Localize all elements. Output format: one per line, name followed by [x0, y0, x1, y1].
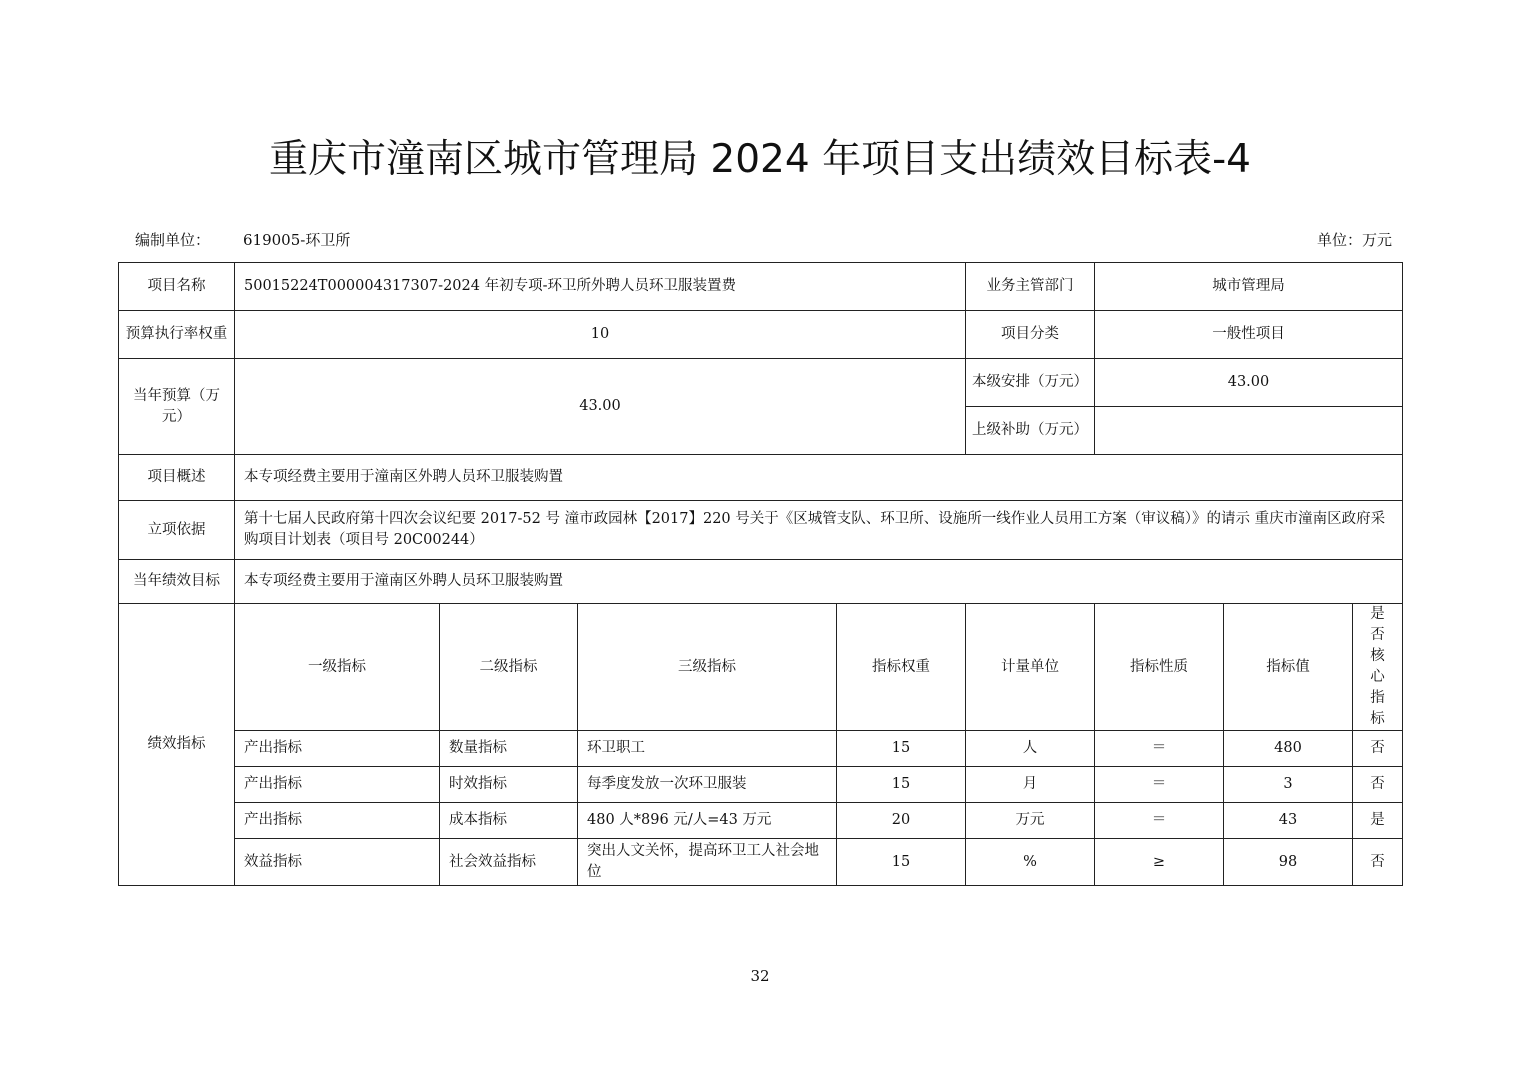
row-nature: ＝: [1095, 731, 1224, 767]
upper-subsidy-label: 上级补助（万元）: [966, 407, 1095, 455]
exec-rate-label: 预算执行率权重: [119, 311, 235, 359]
row-unit: 月: [966, 767, 1095, 803]
indicator-row: [119, 839, 1403, 886]
row-value: 3: [1224, 767, 1353, 803]
row-level2: 数量指标: [440, 731, 578, 767]
row-weight: 20: [837, 803, 966, 839]
row-level2: 成本指标: [440, 803, 578, 839]
overview-label: 项目概述: [119, 455, 235, 501]
row-level1: 产出指标: [235, 731, 440, 767]
row-weight: 15: [837, 731, 966, 767]
goal-label: 当年绩效目标: [119, 560, 235, 604]
indicator-header-row: [119, 604, 1403, 731]
header-level1: 一级指标: [235, 604, 440, 731]
row-core: 否: [1353, 731, 1403, 767]
row-level3: 突出人文关怀，提高环卫工人社会地位: [578, 839, 837, 886]
header-level2: 二级指标: [440, 604, 578, 731]
project-name-row: [119, 263, 1403, 311]
compiling-unit-label: 编制单位：: [135, 231, 211, 249]
exec-rate-value: 10: [235, 311, 966, 359]
header-core: [1353, 604, 1403, 731]
overview-row: [119, 455, 1403, 501]
indicator-row: [119, 731, 1403, 767]
dept-value: 城市管理局: [1095, 263, 1403, 311]
row-nature: ＝: [1095, 767, 1224, 803]
row-value: 480: [1224, 731, 1353, 767]
currency-unit: 单位：万元: [1316, 231, 1392, 249]
upper-subsidy-value: [1095, 407, 1403, 455]
budget-label: 当年预算（万元）: [119, 359, 235, 455]
row-level1: 产出指标: [235, 767, 440, 803]
performance-target-table: [118, 262, 1403, 886]
project-name-label: 项目名称: [119, 263, 235, 311]
row-value: 43: [1224, 803, 1353, 839]
overview-value: 本专项经费主要用于潼南区外聘人员环卫服装购置: [235, 455, 1403, 501]
row-level2: 社会效益指标: [440, 839, 578, 886]
row-level1: 效益指标: [235, 839, 440, 886]
category-label: 项目分类: [966, 311, 1095, 359]
page-title: 重庆市潼南区城市管理局 2024 年项目支出绩效目标表-4: [269, 137, 1251, 182]
row-unit: %: [966, 839, 1095, 886]
indicators-section-label: 绩效指标: [119, 604, 235, 886]
header-nature: 指标性质: [1095, 604, 1224, 731]
basis-row: [119, 501, 1403, 560]
project-name-value: 50015224T000004317307-2024 年初专项-环卫所外聘人员环卫服装置费: [235, 263, 966, 311]
row-weight: 15: [837, 839, 966, 886]
local-budget-value: 43.00: [1095, 359, 1403, 407]
goal-row: [119, 560, 1403, 604]
header-level3: 三级指标: [578, 604, 837, 731]
row-value: 98: [1224, 839, 1353, 886]
goal-value: 本专项经费主要用于潼南区外聘人员环卫服装购置: [235, 560, 1403, 604]
dept-label: 业务主管部门: [966, 263, 1095, 311]
page-number: 32: [750, 967, 770, 985]
compiling-unit-value: 619005-环卫所: [243, 231, 351, 249]
header-value: 指标值: [1224, 604, 1353, 731]
local-budget-label: 本级安排（万元）: [966, 359, 1095, 407]
row-weight: 15: [837, 767, 966, 803]
indicator-row: [119, 803, 1403, 839]
basis-label: 立项依据: [119, 501, 235, 560]
row-level1: 产出指标: [235, 803, 440, 839]
budget-value: 43.00: [235, 359, 966, 455]
indicator-row: [119, 767, 1403, 803]
row-unit: 人: [966, 731, 1095, 767]
row-core: 否: [1353, 767, 1403, 803]
exec-rate-row: [119, 311, 1403, 359]
header-unit: 计量单位: [966, 604, 1095, 731]
row-core: 是: [1353, 803, 1403, 839]
row-core: 否: [1353, 839, 1403, 886]
basis-value: 第十七届人民政府第十四次会议纪要 2017-52 号 潼市政园林【2017】220 号关于《区城管支队、环卫所、设施所一线作业人员用工方案（审议稿）》的请示 重庆市潼南区政府采购项目计划表（项目号 20C00244）: [235, 501, 1403, 560]
header-weight: 指标权重: [837, 604, 966, 731]
row-level2: 时效指标: [440, 767, 578, 803]
row-level3: 环卫职工: [578, 731, 837, 767]
row-level3: 每季度发放一次环卫服装: [578, 767, 837, 803]
row-level3: 480 人*896 元/人=43 万元: [578, 803, 837, 839]
row-nature: ＝: [1095, 803, 1224, 839]
category-value: 一般性项目: [1095, 311, 1403, 359]
budget-row: [119, 359, 1403, 407]
row-nature: ≥: [1095, 839, 1224, 886]
row-unit: 万元: [966, 803, 1095, 839]
header-core-text: 是否核心指标: [1370, 606, 1385, 727]
